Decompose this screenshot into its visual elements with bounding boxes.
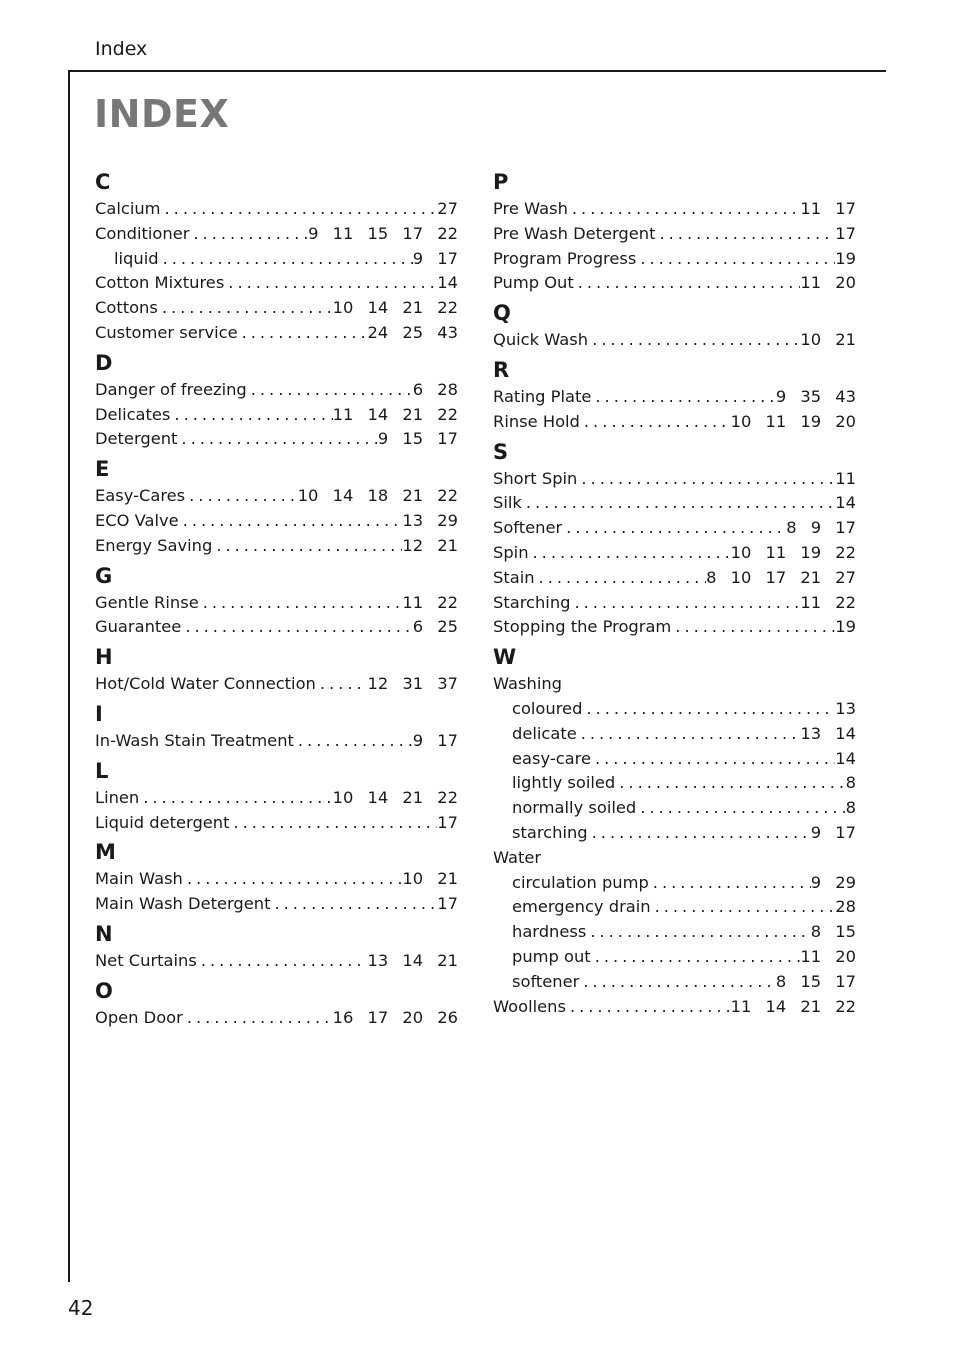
index-term: softener — [512, 971, 580, 991]
index-term: hardness — [512, 922, 587, 942]
dot-leader — [671, 615, 835, 640]
index-entry — [493, 615, 856, 640]
dot-leader — [656, 222, 836, 247]
index-entry — [493, 541, 856, 566]
index-entry — [95, 427, 458, 452]
index-term: emergency drain — [512, 897, 651, 917]
index-entry — [493, 410, 856, 435]
page-references: 17 — [437, 894, 458, 914]
index-term: Cottons — [95, 298, 158, 318]
index-term: Pre Wash Detergent — [493, 223, 656, 243]
index-term: Pump Out — [493, 273, 574, 293]
index-term: Open Door — [95, 1007, 183, 1027]
index-letter-r: R — [493, 357, 510, 382]
index-term: Cotton Mixtures — [95, 273, 225, 293]
dot-leader — [651, 895, 836, 920]
index-subentry — [493, 747, 856, 772]
dot-leader — [615, 771, 845, 796]
index-entry — [95, 786, 458, 811]
page-references: 13 29 — [402, 510, 458, 530]
page-references: 14 — [835, 748, 856, 768]
index-subentry — [493, 697, 856, 722]
index-term: Softener — [493, 518, 563, 538]
page-references: 17 — [835, 223, 856, 243]
index-term: Energy Saving — [95, 535, 213, 555]
index-letter-e: E — [95, 457, 110, 482]
index-term: circulation pump — [512, 872, 649, 892]
page-references: 12 21 — [402, 535, 458, 555]
dot-leader — [247, 378, 413, 403]
dot-leader — [649, 871, 811, 896]
dot-leader — [562, 516, 786, 541]
index-letter-i: I — [95, 701, 103, 726]
page-references: 8 15 — [810, 922, 856, 942]
page-references: 17 — [437, 812, 458, 832]
index-term: Gentle Rinse — [95, 592, 199, 612]
index-term: Short Spin — [493, 468, 578, 488]
index-entry — [493, 566, 856, 591]
index-term: Customer service — [95, 322, 238, 342]
index-term: ECO Valve — [95, 510, 179, 530]
index-entry — [95, 222, 458, 247]
dot-leader — [570, 591, 800, 616]
index-term: Linen — [95, 787, 140, 807]
index-entry — [95, 615, 458, 640]
index-term: In-Wash Stain Treatment — [95, 730, 294, 750]
index-entry — [493, 516, 856, 541]
dot-leader — [588, 821, 811, 846]
index-term: Net Curtains — [95, 950, 197, 970]
page-references: 11 22 — [800, 592, 856, 612]
dot-leader — [179, 509, 403, 534]
page-references: 11 14 21 22 — [332, 404, 458, 424]
dot-leader — [588, 328, 800, 353]
index-subentry — [493, 722, 856, 747]
index-column-right — [493, 165, 856, 1019]
dot-leader — [159, 247, 413, 272]
margin-rule — [68, 70, 70, 1282]
index-entry — [493, 385, 856, 410]
index-entry — [95, 1006, 458, 1031]
page-references: 24 25 43 — [367, 322, 458, 342]
index-subentry — [493, 871, 856, 896]
index-entry — [493, 222, 856, 247]
dot-leader — [177, 427, 377, 452]
dot-leader — [183, 1006, 333, 1031]
index-entry — [95, 534, 458, 559]
page-references: 11 17 — [800, 199, 856, 218]
page-title: INDEX — [94, 92, 230, 136]
index-term: Pre Wash — [493, 199, 568, 218]
dot-leader — [577, 722, 801, 747]
dot-leader — [636, 796, 845, 821]
index-entry — [95, 271, 458, 296]
page-references: 11 20 — [800, 946, 856, 966]
dot-leader — [183, 867, 402, 892]
index-letter-h: H — [95, 645, 113, 670]
page-references: 10 11 19 20 — [730, 411, 856, 431]
index-letter-p: P — [493, 170, 509, 194]
index-entry — [493, 591, 856, 616]
index-entry — [95, 509, 458, 534]
index-term: Calcium — [95, 199, 161, 218]
index-entry — [95, 672, 458, 697]
index-subentry — [493, 821, 856, 846]
page-references: 9 17 — [810, 822, 856, 842]
index-subentry — [493, 945, 856, 970]
dot-leader — [197, 949, 368, 974]
page-references: 10 14 21 22 — [332, 298, 458, 318]
index-term: Program Progress — [493, 248, 637, 268]
index-entry — [493, 271, 856, 296]
page-number: 42 — [68, 1296, 94, 1320]
index-entry — [95, 378, 458, 403]
index-term: Easy-Cares — [95, 486, 186, 506]
header-rule — [68, 70, 886, 72]
page-references: 27 — [437, 199, 458, 218]
index-term: delicate — [512, 723, 577, 743]
dot-leader — [170, 403, 332, 428]
index-entry — [493, 467, 856, 492]
page-references: 11 14 21 22 — [730, 996, 856, 1016]
page-references: 10 14 21 22 — [332, 787, 458, 807]
index-term: Spin — [493, 542, 529, 562]
dot-leader — [568, 197, 800, 222]
index-entry — [95, 811, 458, 836]
index-term: Rinse Hold — [493, 411, 580, 431]
dot-leader — [566, 995, 731, 1020]
dot-leader — [158, 296, 333, 321]
dot-leader — [591, 385, 775, 410]
index-term: Starching — [493, 592, 571, 612]
index-entry-heading: Washing — [493, 674, 563, 694]
page-references: 16 17 20 26 — [332, 1007, 458, 1027]
index-letter-l: L — [95, 758, 109, 783]
index-entry — [95, 484, 458, 509]
index-subentry — [493, 920, 856, 945]
index-letter-c: C — [95, 170, 111, 194]
dot-leader — [212, 534, 402, 559]
index-subentry — [493, 970, 856, 995]
page-references: 10 11 19 22 — [730, 542, 856, 562]
index-entry — [493, 995, 856, 1020]
dot-leader — [238, 321, 368, 346]
dot-leader — [230, 811, 438, 836]
dot-leader — [199, 591, 403, 616]
page-references: 6 25 — [412, 617, 458, 637]
page-references: 10 14 18 21 22 — [297, 486, 458, 506]
page-references: 8 9 17 — [786, 518, 856, 538]
dot-leader — [185, 484, 298, 509]
page-references: 11 22 — [402, 592, 458, 612]
dot-leader — [139, 786, 332, 811]
index-entry — [95, 197, 458, 222]
page-references: 19 — [835, 248, 856, 268]
page-references: 13 14 21 — [367, 950, 458, 970]
page-references: 9 15 17 — [377, 429, 458, 449]
index-term: Hot/Cold Water Connection — [95, 674, 316, 694]
index-subentry — [493, 895, 856, 920]
index-letter-n: N — [95, 921, 113, 946]
index-letter-o: O — [95, 978, 113, 1003]
index-term: Detergent — [95, 429, 178, 449]
index-term: easy-care — [512, 748, 591, 768]
dot-leader — [161, 197, 438, 222]
index-entry — [95, 403, 458, 428]
page-references: 9 11 15 17 22 — [308, 223, 458, 243]
index-term: Liquid detergent — [95, 812, 230, 832]
dot-leader — [316, 672, 368, 697]
page-references: 9 35 43 — [775, 386, 856, 406]
index-term: Stain — [493, 567, 535, 587]
dot-leader — [577, 467, 835, 492]
index-term: Main Wash Detergent — [95, 894, 271, 914]
index-entry-heading: Water — [493, 847, 542, 867]
index-term: liquid — [114, 248, 159, 268]
page-references: 8 — [845, 798, 856, 818]
index-entry — [493, 197, 856, 222]
page-references: 12 31 37 — [367, 674, 458, 694]
index-entry — [493, 491, 856, 516]
index-term: Danger of freezing — [95, 379, 247, 399]
index-subentry — [493, 796, 856, 821]
dot-leader — [294, 729, 413, 754]
dot-leader — [529, 541, 731, 566]
index-entry — [493, 328, 856, 353]
index-term: Conditioner — [95, 223, 190, 243]
index-term: pump out — [512, 946, 591, 966]
dot-leader — [535, 566, 707, 591]
page-references: 8 10 17 21 27 — [706, 567, 856, 587]
dot-leader — [181, 615, 412, 640]
page-references: 9 17 — [412, 730, 458, 750]
index-term: Woollens — [493, 996, 566, 1016]
dot-leader — [580, 410, 731, 435]
page-references: 11 20 — [800, 273, 856, 293]
dot-leader — [591, 747, 835, 772]
index-term: Quick Wash — [493, 330, 589, 350]
page-references: 10 21 — [402, 869, 458, 889]
index-term: normally soiled — [512, 798, 637, 818]
page-references: 8 — [845, 773, 856, 793]
index-letter-w: W — [493, 645, 517, 670]
index-entry — [95, 321, 458, 346]
dot-leader — [574, 271, 801, 296]
page-references: 6 28 — [412, 379, 458, 399]
dot-leader — [586, 920, 810, 945]
index-term: Guarantee — [95, 617, 182, 637]
index-entry — [95, 296, 458, 321]
index-letter-d: D — [95, 350, 113, 375]
index-letter-m: M — [95, 840, 116, 865]
index-entry — [95, 867, 458, 892]
index-entry — [95, 949, 458, 974]
running-header: Index — [95, 38, 148, 60]
dot-leader — [522, 491, 835, 516]
index-entry — [95, 892, 458, 917]
page-references: 14 — [437, 273, 458, 293]
dot-leader — [579, 970, 776, 995]
index-entry — [95, 591, 458, 616]
page-references: 10 21 — [800, 330, 856, 350]
dot-leader — [582, 697, 835, 722]
dot-leader — [591, 945, 801, 970]
index-letter-q: Q — [493, 301, 511, 326]
index-term: coloured — [512, 698, 583, 718]
index-term: lightly soiled — [512, 773, 616, 793]
index-term: Silk — [493, 493, 522, 513]
page-references: 9 17 — [412, 248, 458, 268]
page-references: 28 — [835, 897, 856, 917]
index-letter-g: G — [95, 563, 113, 588]
index-subentry — [95, 247, 458, 272]
index-column-left — [95, 165, 458, 1031]
index-term: Main Wash — [95, 869, 183, 889]
dot-leader — [270, 892, 437, 917]
dot-leader — [636, 247, 835, 272]
index-entry — [493, 247, 856, 272]
page-references: 13 14 — [800, 723, 856, 743]
page-references: 9 29 — [810, 872, 856, 892]
index-term: Stopping the Program — [493, 617, 672, 637]
index-term: Delicates — [95, 404, 171, 424]
page-references: 14 — [835, 493, 856, 513]
index-term: Rating Plate — [493, 386, 592, 406]
dot-leader — [224, 271, 437, 296]
index-entry — [95, 729, 458, 754]
index-term: starching — [512, 822, 588, 842]
page-references: 19 — [835, 617, 856, 637]
page-references: 13 — [835, 698, 856, 718]
index-letter-s: S — [493, 439, 509, 464]
dot-leader — [189, 222, 308, 247]
page-references: 8 15 17 — [775, 971, 856, 991]
page-references: 11 — [835, 468, 856, 488]
index-subentry — [493, 771, 856, 796]
